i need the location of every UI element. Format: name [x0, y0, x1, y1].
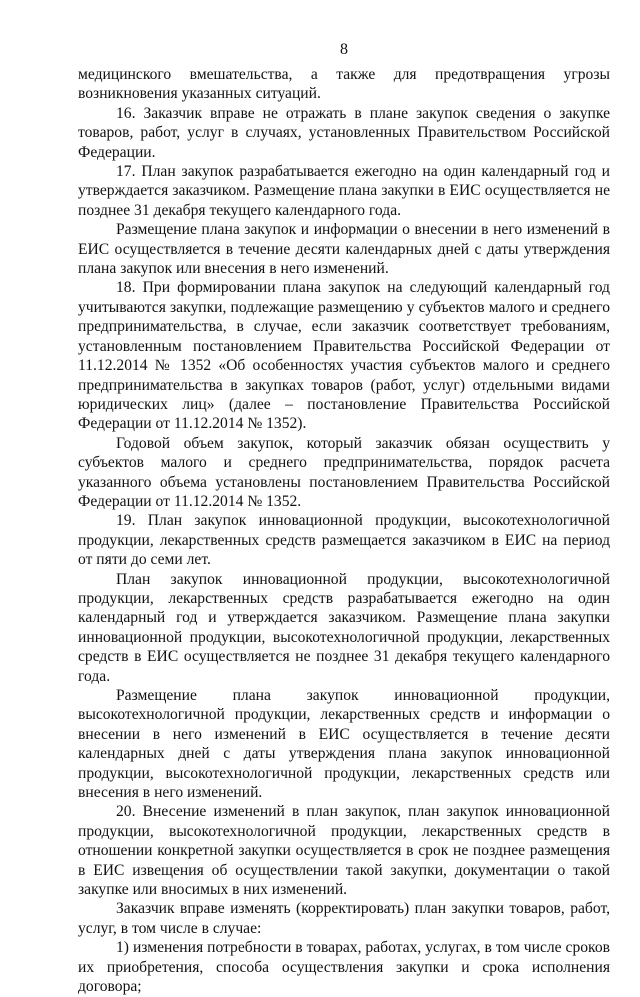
- paragraph-item-20: 20. Внесение изменений в план закупок, план закупок инновационной продукции, высокотехнологичной продукции, лекарственных средств в отношении конкретной закупки осуществляется в срок не позднее размещения в ЕИС извещения об осуществлении такой закупки, документации о такой закупке или вносимых в них изменений.: [78, 803, 610, 899]
- page-number: 8: [340, 41, 348, 58]
- paragraph-item-19-placement: Размещение плана закупок инновационной продукции, высокотехнологичной продукции, лекарственных средств и информации о внесении в него изменений в ЕИС осуществляется в течение десяти календарных дней с даты утверждения плана закупок инновационной продукции, высокотехнологичной продукции, лекарственных средств или внесения в него изменений.: [78, 687, 610, 802]
- paragraph-item-17: 17. План закупок разрабатывается ежегодно на один календарный год и утверждается заказчиком. Размещение плана закупки в ЕИС осуществляется не позднее 31 декабря текущего календарного года.: [78, 163, 610, 219]
- document-body: [78, 65, 610, 997]
- paragraph-item-16: 16. Заказчик вправе не отражать в плане закупок сведения о закупке товаров, работ, услуг в случаях, установленных Правительством Российской Федерации.: [78, 104, 610, 161]
- paragraph-item-20-case-1: 1) изменения потребности в товарах, работах, услугах, в том числе сроков их приобретения, способа осуществления закупки и срока исполнения договора;: [78, 939, 610, 996]
- paragraph-item-20-correction: Заказчик вправе изменять (корректировать) план закупки товаров, работ, услуг, в том числе в случае:: [78, 900, 610, 937]
- paragraph-item-18-annual-volume: Годовой объем закупок, который заказчик обязан осуществить у субъектов малого и среднего предпринимательства, порядок расчета указанного объема установлены постановлением Правительства Российской Федерации от 11.12.2014 № 1352.: [78, 434, 610, 510]
- paragraph-item-19-development: План закупок инновационной продукции, высокотехнологичной продукции, лекарственных средств разрабатывается ежегодно на один календарный год и утверждается заказчиком. Размещение плана закупки инновационной продукции, высокотехнологичной продукции, лекарственных средств в ЕИС осуществляется не позднее 31 декабря текущего календарного года.: [78, 570, 610, 685]
- paragraph-item-18: 18. При формировании плана закупок на следующий календарный год учитываются закупки, подлежащие размещению у субъектов малого и среднего предпринимательства, в случае, если заказчик соответствует требованиям, установленным постановлением Правительства Российской Федерации от 11.12.2014 № 1352 «Об особенностях участия субъектов малого и среднего предпринимательства в закупках товаров (работ, услуг) отдельными видами юридических лиц» (далее – постановление Правительства Российской Федерации от 11.12.2014 № 1352).: [78, 279, 610, 433]
- paragraph-item-17-placement: Размещение плана закупок и информации о внесении в него изменений в ЕИС осуществляется в течение десяти календарных дней с даты утверждения плана закупок или внесения в него изменений.: [78, 221, 610, 278]
- paragraph-continuation: медицинского вмешательства, а также для предотвращения угрозы возникновения указанных ситуаций.: [78, 66, 610, 103]
- paragraph-item-19: 19. План закупок инновационной продукции, высокотехнологичной продукции, лекарственных средств размещается заказчиком в ЕИС на период от пяти до семи лет.: [78, 512, 610, 569]
